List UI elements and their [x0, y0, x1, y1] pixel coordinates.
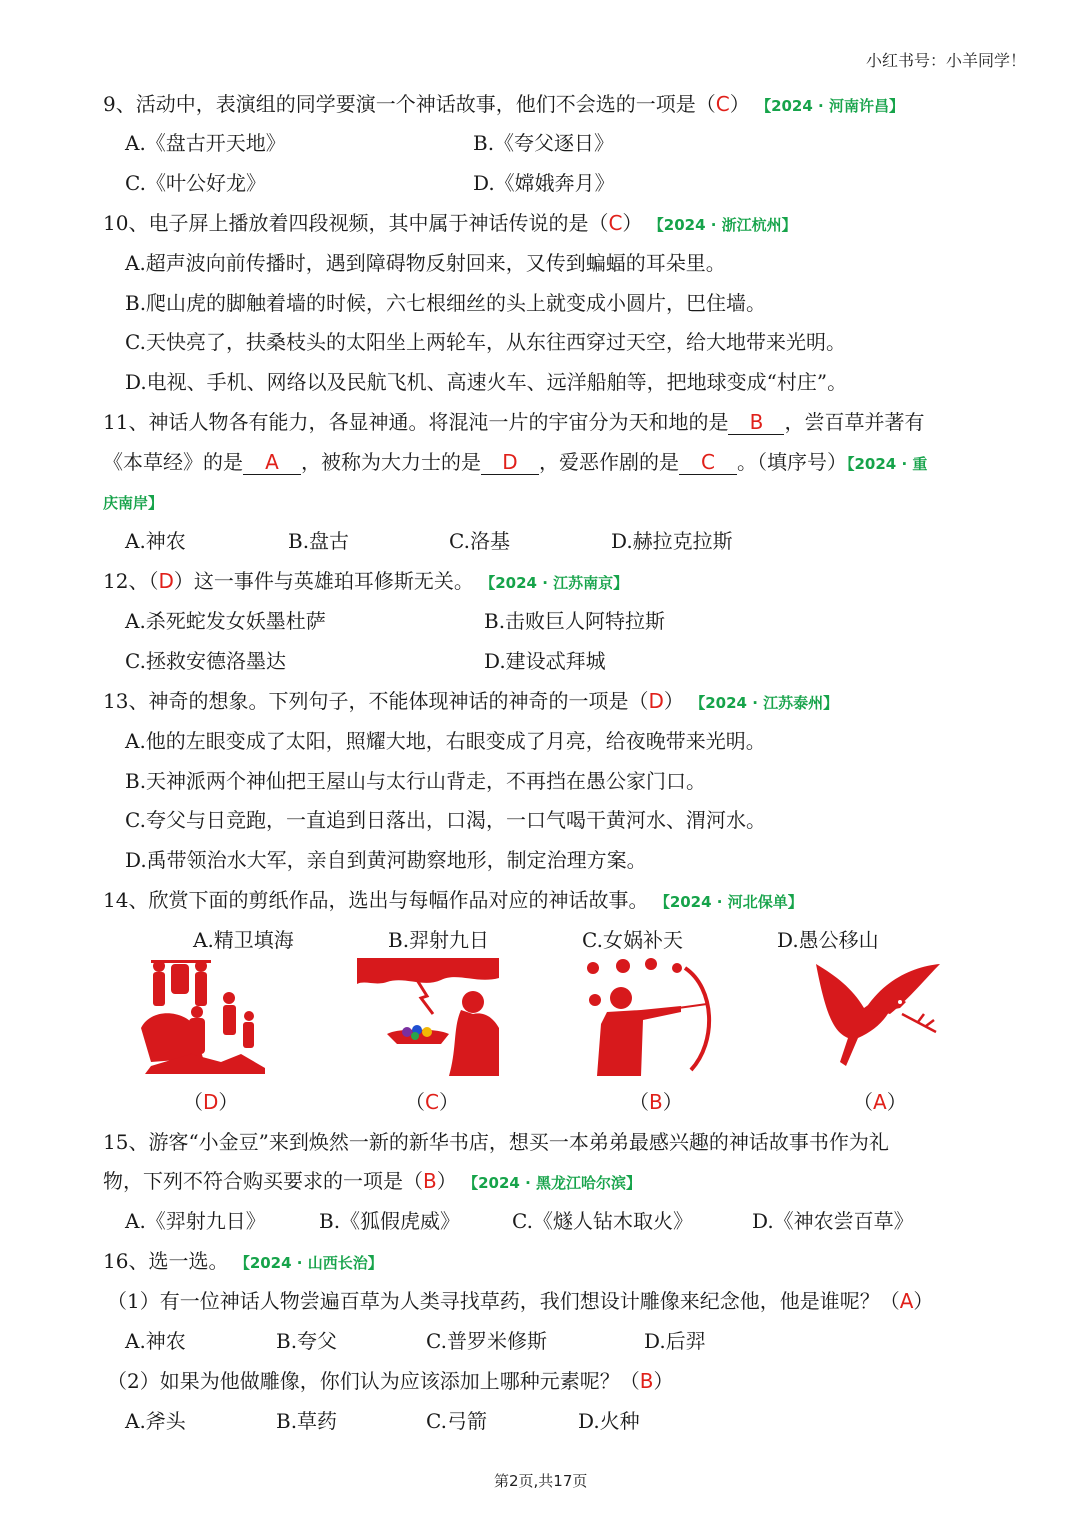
- question-11-line1: [103, 408, 924, 436]
- option: C.女娲补天: [582, 928, 683, 952]
- option: B.盘古: [288, 529, 350, 553]
- answer: B: [639, 1369, 654, 1393]
- answer: A: [899, 1289, 914, 1313]
- option: B.《夸父逐日》: [473, 131, 615, 155]
- question-stem: ，尝百草并著有: [784, 410, 925, 434]
- question-stem: （2）如果为他做雕像，你们认为应该添加上哪种元素呢？（: [107, 1369, 640, 1393]
- answer: A: [873, 1090, 887, 1114]
- option: D.电视、手机、网络以及民航飞机、高速火车、远洋船舶等，把地球变成“村庄”。: [125, 370, 848, 394]
- option: D.禹带领治水大军，亲自到黄河勘察地形，制定治理方案。: [125, 848, 647, 872]
- option: D.《神农尝百草》: [752, 1209, 914, 1233]
- question-stem: 12、（: [103, 569, 159, 593]
- page-number: 第2页,共17页: [494, 1472, 588, 1490]
- source-tag-cont: 庆南岸】: [103, 494, 164, 512]
- picture-answer-3: （B）: [629, 1090, 683, 1114]
- fill-blank: C: [679, 450, 737, 475]
- papercut-men-carrying-mountain: [131, 958, 273, 1076]
- option: B.羿射九日: [388, 928, 490, 952]
- header-watermark: 小红书号：小羊同学！: [866, 51, 1027, 70]
- question-9: [103, 90, 904, 120]
- fill-blank: B: [728, 410, 784, 435]
- question-stem: ，被称为大力士的是: [301, 450, 481, 474]
- option: C.天快亮了，扶桑枝头的太阳坐上两轮车，从东往西穿过天空，给大地带来光明。: [125, 330, 846, 354]
- question-close: ）: [729, 92, 750, 116]
- question-11-line2: [103, 448, 927, 478]
- option: A.斧头: [125, 1409, 186, 1433]
- option: B.天神派两个神仙把王屋山与太行山背走，不再挡在愚公家门口。: [125, 769, 707, 793]
- question-stem: 。（填序号）: [737, 450, 847, 474]
- question-close: ）: [663, 689, 684, 713]
- option: C.夸父与日竞跑，一直追到日落出，口渴，一口气喝干黄河水、渭河水。: [125, 808, 766, 832]
- option: C.《叶公好龙》: [125, 171, 266, 195]
- source-tag: 【2024 · 重: [847, 455, 928, 473]
- option: A.超声波向前传播时，遇到障碍物反射回来，又传到蝙蝠的耳朵里。: [125, 251, 726, 275]
- question-stem: 10、电子屏上播放着四段视频，其中属于神话传说的是（: [103, 211, 609, 235]
- fill-blank: D: [481, 450, 539, 475]
- question-close: ）: [913, 1289, 934, 1313]
- answer: C: [425, 1090, 439, 1114]
- question-close: ）: [653, 1369, 674, 1393]
- source-tag: 【2024 · 河北保单】: [654, 893, 803, 911]
- option: B.草药: [276, 1409, 338, 1433]
- question-16-part1: [107, 1287, 933, 1315]
- option: A.《羿射九日》: [125, 1209, 266, 1233]
- source-tag: 【2024 · 河南许昌】: [756, 97, 904, 115]
- question-stem: 11、神话人物各有能力，各显神通。将混沌一片的宇宙分为天和地的是: [103, 410, 729, 434]
- question-stem: 物，下列不符合购买要求的一项是（: [103, 1169, 423, 1193]
- question-close: ）: [622, 211, 643, 235]
- question-stem: 16、选一选。: [103, 1249, 229, 1273]
- option: C.弓箭: [426, 1409, 487, 1433]
- option: C.《燧人钻木取火》: [512, 1209, 693, 1233]
- option: D.后羿: [644, 1329, 706, 1353]
- option: C.拯救安德洛墨达: [125, 649, 286, 673]
- source-tag: 【2024 · 黑龙江哈尔滨】: [463, 1174, 641, 1192]
- answer: D: [203, 1090, 219, 1114]
- fill-blank: A: [243, 450, 301, 475]
- picture-answer-4: （A）: [853, 1090, 907, 1114]
- papercut-bird-with-twig: [806, 958, 948, 1076]
- papercut-archer-shooting-suns: [581, 958, 723, 1076]
- answer: B: [649, 1090, 663, 1114]
- option: D.火种: [578, 1409, 640, 1433]
- picture-answer-2: （C）: [405, 1090, 459, 1114]
- option: A.神农: [125, 529, 186, 553]
- question-close: ）: [436, 1169, 457, 1193]
- answer: C: [608, 211, 623, 235]
- question-16-part2: [107, 1367, 673, 1395]
- option: A.《盘古开天地》: [125, 131, 286, 155]
- option: A.神农: [125, 1329, 186, 1353]
- answer: B: [423, 1169, 437, 1193]
- answer: C: [715, 92, 730, 116]
- question-stem: 14、欣赏下面的剪纸作品，选出与每幅作品对应的神话故事。: [103, 888, 649, 912]
- question-16: [103, 1247, 383, 1277]
- picture-answer-1: （D）: [183, 1090, 239, 1114]
- question-stem: （1）有一位神话人物尝遍百草为人类寻找草药，我们想设计雕像来纪念他，他是谁呢？（: [107, 1289, 900, 1313]
- option: A.精卫填海: [193, 928, 294, 952]
- question-15-line2: [103, 1167, 641, 1197]
- question-14: [103, 886, 803, 916]
- option: D.赫拉克拉斯: [611, 529, 733, 553]
- option: D.愚公移山: [777, 928, 879, 952]
- option: A.杀死蛇发女妖墨杜萨: [125, 609, 326, 633]
- question-stem: 《本草经》的是: [103, 450, 243, 474]
- source-tag: 【2024 · 江苏南京】: [480, 574, 629, 592]
- answer: D: [648, 689, 664, 713]
- option: C.洛基: [449, 529, 510, 553]
- question-15-line1: 15、游客“小金豆”来到焕然一新的新华书店，想买一本弟弟最感兴趣的神话故事书作为礼: [103, 1130, 889, 1154]
- question-13: [103, 687, 838, 717]
- question-stem: 13、神奇的想象。下列句子，不能体现神话的神奇的一项是（: [103, 689, 649, 713]
- option: B.爬山虎的脚触着墙的时候，六七根细丝的头上就变成小圆片，巴住墙。: [125, 291, 767, 315]
- question-12: [103, 567, 628, 597]
- option: D.《嫦娥奔月》: [473, 171, 615, 195]
- option: D.建设忒拜城: [484, 649, 606, 673]
- source-tag: 【2024 · 浙江杭州】: [648, 216, 797, 234]
- option: B.夸父: [276, 1329, 338, 1353]
- answer: D: [158, 569, 174, 593]
- question-stem: ）这一事件与英雄珀耳修斯无关。: [173, 569, 474, 593]
- source-tag: 【2024 · 江苏泰州】: [690, 694, 839, 712]
- question-stem: ，爱恶作剧的是: [539, 450, 679, 474]
- option: B.击败巨人阿特拉斯: [484, 609, 666, 633]
- question-stem: 9、活动中，表演组的同学要演一个神话故事，他们不会选的一项是（: [103, 92, 716, 116]
- question-10: [103, 209, 797, 239]
- papercut-woman-mending-sky: [357, 958, 499, 1076]
- option: C.普罗米修斯: [426, 1329, 547, 1353]
- option: A.他的左眼变成了太阳，照耀大地，右眼变成了月亮，给夜晚带来光明。: [125, 729, 766, 753]
- source-tag: 【2024 · 山西长治】: [234, 1254, 383, 1272]
- option: B.《狐假虎威》: [319, 1209, 461, 1233]
